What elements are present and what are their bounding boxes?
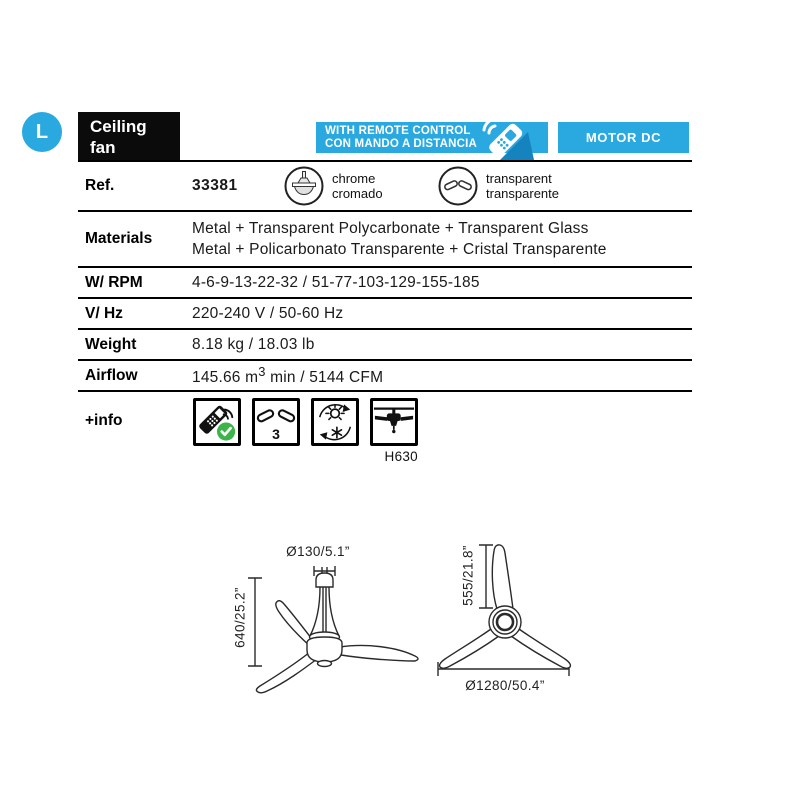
- remote-control-banner: [316, 122, 548, 153]
- motor-dc-badge: [558, 122, 689, 153]
- airflow-value-rest: min / 5144 CFM: [265, 369, 384, 387]
- info-label: +info: [85, 412, 123, 429]
- ceiling-fan-glyph: [373, 401, 415, 443]
- mount-model-code: H630: [384, 449, 418, 464]
- airflow-value-sup: 3: [258, 363, 266, 379]
- canopy-diameter-label: Ø130/5.1”: [286, 544, 350, 559]
- weight-row: [78, 328, 692, 359]
- motor-dc-label: MOTOR DC: [585, 130, 662, 145]
- v-hz-value: 220-240 V / 50-60 Hz: [192, 304, 344, 322]
- v-hz-row: [78, 297, 692, 328]
- banner-line2: CON MANDO A DISTANCIA: [325, 137, 477, 150]
- section-letter: L: [35, 120, 49, 143]
- w-rpm-label: W/ RPM: [85, 273, 143, 291]
- materials-label: Materials: [85, 230, 153, 247]
- materials-value: [192, 218, 607, 260]
- w-rpm-value: 4-6-9-13-22-32 / 51-77-103-129-155-185: [192, 273, 480, 291]
- spec-table: [78, 160, 692, 472]
- w-rpm-row: [78, 266, 692, 297]
- banner-text: [325, 125, 477, 150]
- remote-with-check-glyph: [196, 401, 238, 443]
- fan-diameter-label: Ø1280/50.4”: [465, 678, 545, 693]
- section-letter-badge: [22, 112, 62, 152]
- materials-row: [78, 210, 692, 266]
- v-hz-label: V/ Hz: [85, 304, 123, 322]
- blade-length-label: 555/21.8”: [460, 545, 476, 606]
- ref-value: 33381: [192, 177, 238, 194]
- materials-line1: Metal + Transparent Polycarbonate + Transparent Glass: [192, 220, 589, 237]
- banner-line1: WITH REMOTE CONTROL: [325, 125, 471, 137]
- materials-line2: Metal + Policarbonato Transparente + Cristal Transparente: [192, 241, 607, 258]
- airflow-row: [78, 359, 692, 390]
- airflow-value: [192, 364, 383, 387]
- airflow-value-main: 145.66 m: [192, 369, 259, 387]
- info-row: [78, 390, 692, 472]
- category-line2: fan: [90, 138, 116, 157]
- fan-blade-finish-icon: [438, 166, 478, 206]
- finish-transparent-en: transparent: [486, 171, 552, 186]
- fan-side-view-drawing: [225, 540, 430, 708]
- finish-chrome-es: cromado: [332, 186, 383, 201]
- finish-transparent-text: [486, 171, 578, 201]
- remote-included-icon: [193, 398, 241, 446]
- weight-value: 8.18 kg / 18.03 lb: [192, 335, 315, 353]
- summer-winter-reverse-icon: [311, 398, 359, 446]
- ceiling-fan-mount-icon: [370, 398, 418, 446]
- weight-label: Weight: [85, 335, 137, 353]
- fan-height-label: 640/25.2”: [232, 587, 248, 648]
- remote-control-icon: [474, 116, 536, 166]
- airflow-label: Airflow: [85, 366, 138, 384]
- feature-icons: [193, 398, 418, 446]
- finish-chrome-en: chrome: [332, 171, 376, 186]
- sun-snowflake-cycle-glyph: [314, 401, 356, 443]
- blade-count-icon: [252, 398, 300, 446]
- product-category-box: [78, 112, 180, 160]
- blade-count-number: 3: [272, 426, 280, 442]
- finish-transparent-es: transparente: [486, 186, 559, 201]
- finish-chrome: [284, 166, 424, 206]
- fan-body-finish-icon: [284, 166, 324, 206]
- ref-row: [78, 160, 692, 210]
- finish-chrome-text: [332, 171, 424, 201]
- category-line1: Ceiling: [90, 117, 147, 136]
- finish-transparent: [438, 166, 578, 206]
- ref-label: Ref.: [85, 177, 115, 194]
